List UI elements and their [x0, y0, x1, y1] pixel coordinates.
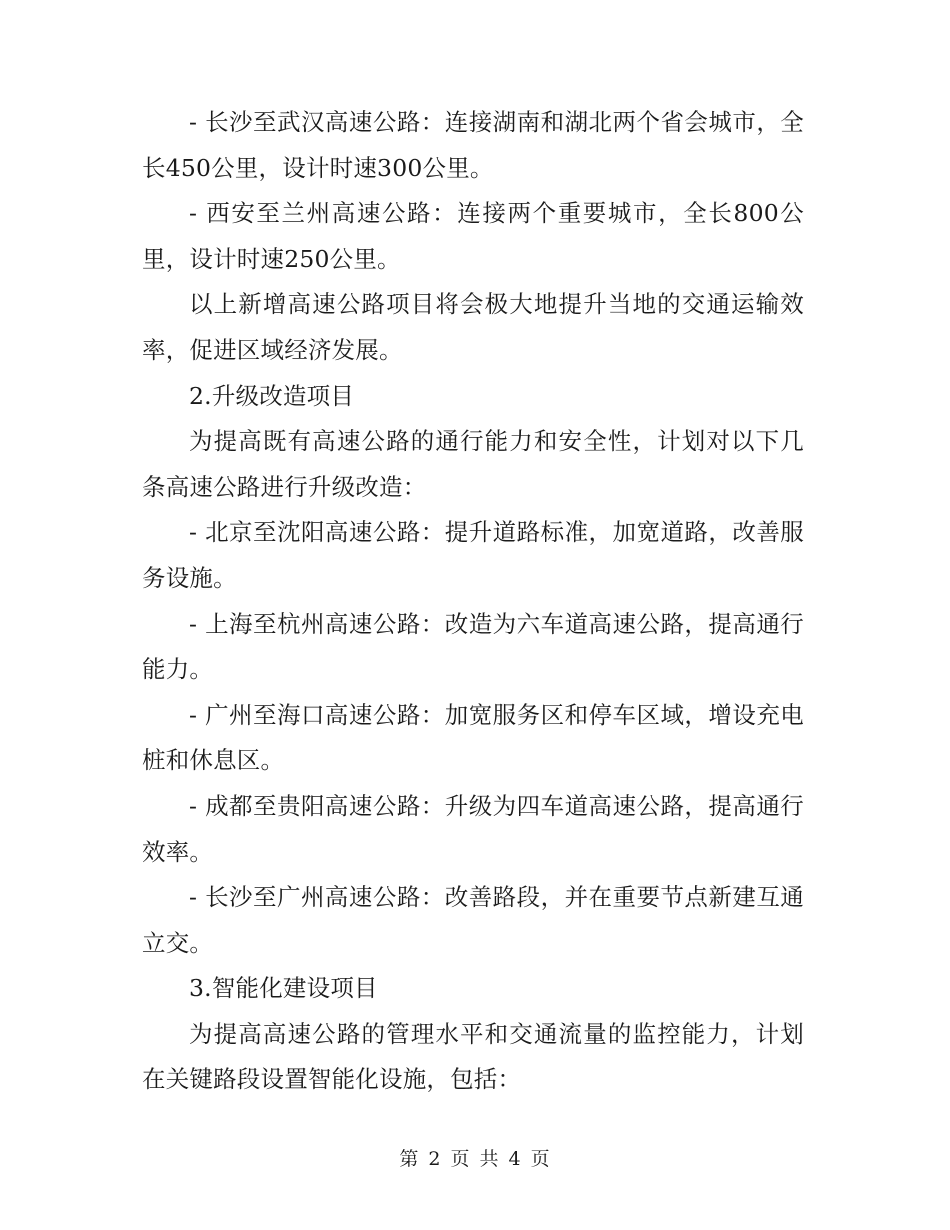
paragraph-smart-intro: 为提高高速公路的管理水平和交通流量的监控能力，计划在关键路段设置智能化设施，包括：: [142, 1019, 804, 1094]
paragraph-xian-lanzhou: - 西安至兰州高速公路：连接两个重要城市，全长800公里，设计时速250公里。: [142, 199, 804, 273]
paragraph-guangzhou-haikou: - 广州至海口高速公路：加宽服务区和停车区域，增设充电桩和休息区。: [142, 700, 804, 775]
paragraph-chengdu-guiyang: - 成都至贵阳高速公路：升级为四车道高速公路，提高通行效率。: [142, 791, 804, 866]
paragraph-changsha-guangzhou: - 长沙至广州高速公路：改善路段，并在重要节点新建互通立交。: [142, 883, 804, 957]
paragraph-summary-new-highways: 以上新增高速公路项目将会极大地提升当地的交通运输效率，促进区域经济发展。: [142, 290, 804, 364]
section-heading-smart: 3.智能化建设项目: [189, 974, 378, 1003]
paragraph-upgrade-intro: 为提高既有高速公路的通行能力和安全性，计划对以下几条高速公路进行升级改造：: [142, 427, 804, 501]
paragraph-changsha-wuhan: - 长沙至武汉高速公路：连接湖南和湖北两个省会城市，全长450公里，设计时速300公里。: [142, 108, 804, 182]
section-heading-upgrade: 2.升级改造项目: [189, 381, 355, 410]
paragraph-shanghai-hangzhou: - 上海至杭州高速公路：改造为六车道高速公路，提高通行能力。: [142, 609, 804, 684]
paragraph-beijing-shenyang: - 北京至沈阳高速公路：提升道路标准，加宽道路，改善服务设施。: [142, 518, 804, 592]
page-number-footer: 第 2 页 共 4 页: [399, 1148, 551, 1170]
document-body: [142, 100, 804, 1103]
